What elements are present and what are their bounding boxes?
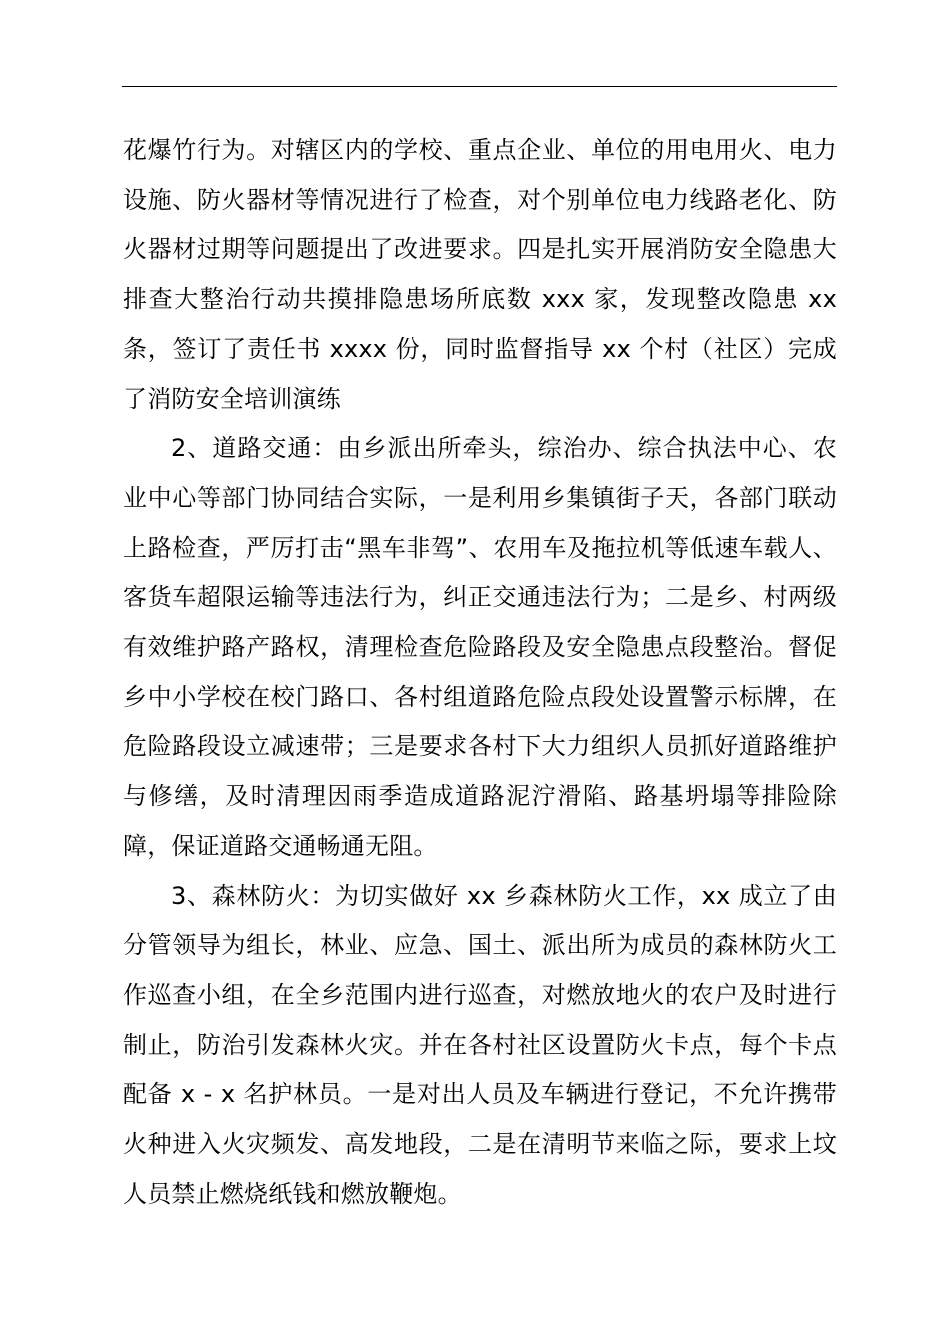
paragraph-road-traffic: 2、道路交通：由乡派出所牵头，综治办、综合执法中心、农业中心等部门协同结合实际，一是利用乡集镇街子天，各部门联动上路检查，严厉打击“黑车非驾”、农用车及拖拉机等低速车载人、客货车超限运输等违法行为，纠正交通违法行为；二是乡、村两级有效维护路产路权，清理检查危险路段及安全隐患点段整治。督促乡中小学校在校门路口、各村组道路危险点段处设置警示标牌，在危险路段设立减速带；三是要求各村下大力组织人员抓好道路维护与修缮，及时清理因雨季造成道路泥泞滑陷、路基坍塌等排险除障，保证道路交通畅通无阻。	[123, 434, 837, 860]
paragraph-forest-fire-prevention: 3、森林防火：为切实做好 xx 乡森林防火工作，xx 成立了由分管领导为组长，林业、应急、国土、派出所为成员的森林防火工作巡查小组，在全乡范围内进行巡查，对燃放地火的农户及时进行制止，防治引发森林火灾。并在各村社区设置防火卡点，每个卡点配备 x - x 名护林员。一是对出人员及车辆进行登记，不允许携带火种进入火灾频发、高发地段，二是在清明节来临之际，要求上坟人员禁止燃烧纸钱和燃放鞭炮。	[123, 881, 837, 1208]
header-divider-line	[122, 86, 837, 87]
document-body	[123, 126, 837, 1219]
paragraph-fire-safety-continued: 花爆竹行为。对辖区内的学校、重点企业、单位的用电用火、电力设施、防火器材等情况进行了检查，对个别单位电力线路老化、防火器材过期等问题提出了改进要求。四是扎实开展消防安全隐患大排查大整治行动共摸排隐患场所底数 xxx 家，发现整改隐患 xx 条，签订了责任书 xxxx 份，同时监督指导 xx 个村（社区）完成了消防安全培训演练	[123, 136, 837, 413]
